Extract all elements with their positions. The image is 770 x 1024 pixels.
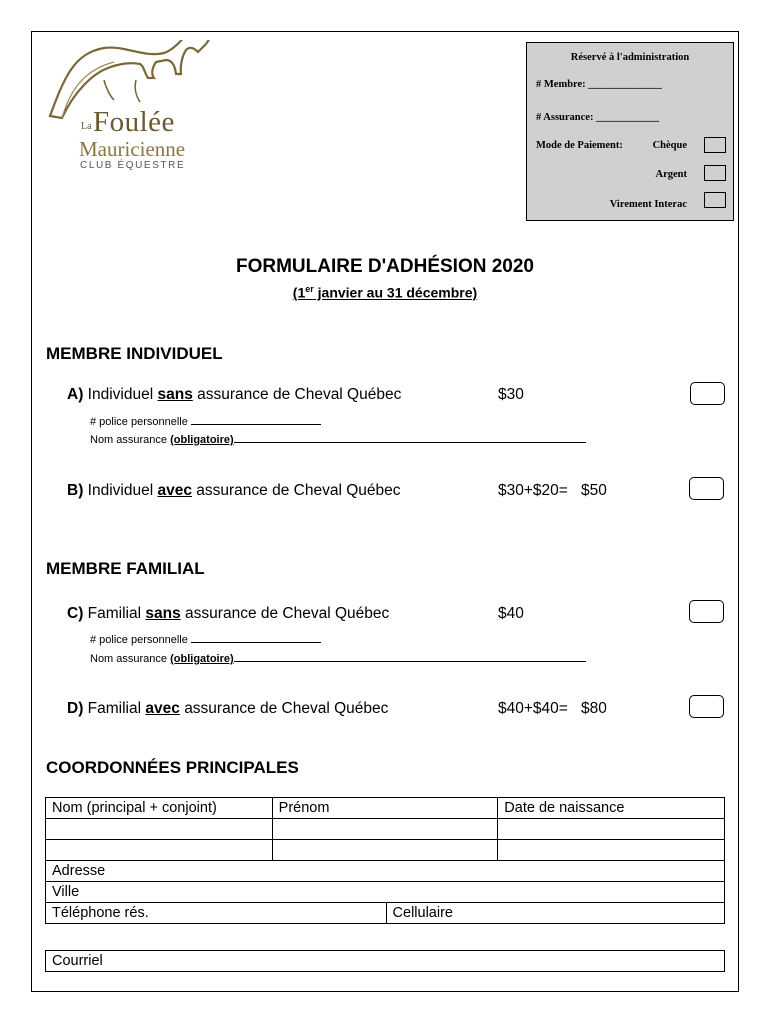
logo-name-text: Foulée <box>93 106 175 138</box>
table-row <box>46 861 725 882</box>
section-membre-individuel: MEMBRE INDIVIDUEL <box>46 344 223 363</box>
admin-membre-field[interactable]: # Membre: ______________ <box>536 79 662 90</box>
adresse-field[interactable]: Adresse <box>46 861 725 882</box>
option-d-total: $80 <box>581 700 607 717</box>
header-prenom-cont <box>386 798 498 819</box>
option-c-checkbox[interactable] <box>689 600 724 623</box>
option-c-letter: C) <box>67 605 84 622</box>
option-d-em: avec <box>145 700 180 717</box>
ville-field[interactable]: Ville <box>46 882 725 903</box>
option-c-pre: Familial <box>87 605 142 622</box>
admin-assurance-field[interactable]: # Assurance: ____________ <box>536 112 660 123</box>
option-d-pre: Familial <box>87 700 142 717</box>
admin-cheque-checkbox[interactable] <box>704 137 726 153</box>
option-c-police-field[interactable] <box>90 632 321 646</box>
option-d-post: assurance de Cheval Québec <box>184 700 389 717</box>
naissance-cell-2[interactable] <box>498 840 725 861</box>
form-title: FORMULAIRE D'ADHÉSION 2020 <box>235 256 534 277</box>
nom-assurance-label-a: Nom assurance <box>90 434 168 446</box>
header-prenom: Prénom <box>272 798 386 819</box>
option-b-checkbox[interactable] <box>689 477 724 500</box>
option-b-letter: B) <box>67 482 84 499</box>
obligatoire-a: (obligatoire) <box>170 434 234 446</box>
option-a-em: sans <box>157 386 193 403</box>
nom-cell-1[interactable] <box>46 819 273 840</box>
coordonnees-table <box>45 797 725 924</box>
option-a-price: $30 <box>498 386 524 403</box>
logo-tagline-text: CLUB ÉQUESTRE <box>80 160 186 171</box>
naissance-cell-1[interactable] <box>498 819 725 840</box>
nom-cell-2[interactable] <box>46 840 273 861</box>
prenom-cell-2[interactable] <box>272 840 498 861</box>
option-b-post: assurance de Cheval Québec <box>196 482 401 499</box>
option-c-em: sans <box>145 605 181 622</box>
option-b-total: $50 <box>581 482 607 499</box>
form-subtitle <box>0 284 770 301</box>
logo-la-text: La <box>81 121 92 132</box>
table-row <box>46 819 725 840</box>
admin-virement-checkbox[interactable] <box>704 192 726 208</box>
cellulaire-field[interactable]: Cellulaire <box>386 903 724 924</box>
table-row <box>46 840 725 861</box>
option-a-letter: A) <box>67 386 84 403</box>
option-d-letter: D) <box>67 700 84 717</box>
option-a-label <box>67 386 401 404</box>
table-row <box>46 903 725 924</box>
section-coordonnees-principales: COORDONNÉES PRINCIPALES <box>46 758 299 777</box>
obligatoire-c: (obligatoire) <box>170 653 234 665</box>
option-a-nom-assurance-field[interactable] <box>90 432 586 446</box>
option-d-checkbox[interactable] <box>689 695 724 718</box>
option-a-police-field[interactable] <box>90 414 321 428</box>
admin-cheque-label: Chèque <box>652 140 687 151</box>
header-naissance: Date de naissance <box>498 798 725 819</box>
option-b-pre: Individuel <box>87 482 154 499</box>
subtitle-sup: er <box>305 284 314 294</box>
option-a-post: assurance de Cheval Québec <box>197 386 402 403</box>
club-logo <box>44 40 224 180</box>
prenom-cell-1[interactable] <box>272 819 498 840</box>
option-b-em: avec <box>157 482 192 499</box>
admin-argent-checkbox[interactable] <box>704 165 726 181</box>
admin-mode-label: Mode de Paiement: <box>536 140 623 151</box>
option-c-post: assurance de Cheval Québec <box>185 605 390 622</box>
subtitle-post: janvier au 31 décembre) <box>313 284 478 301</box>
telephone-field[interactable]: Téléphone rés. <box>46 903 387 924</box>
courriel-field[interactable]: Courriel <box>45 950 725 972</box>
admin-argent-label: Argent <box>655 169 687 180</box>
admin-virement-label: Virement Interac <box>609 199 687 210</box>
admin-reserved-box <box>526 42 734 221</box>
table-header-row <box>46 798 725 819</box>
nom-assurance-label-c: Nom assurance <box>90 653 168 665</box>
option-c-nom-assurance-field[interactable] <box>90 651 586 665</box>
option-d-label <box>67 700 388 718</box>
logo-subname-text: Mauricienne <box>79 137 186 161</box>
header-nom: Nom (principal + conjoint) <box>46 798 273 819</box>
option-b-price: $30+$20= <box>498 482 568 499</box>
police-label-c: # police personnelle <box>90 634 188 646</box>
option-d-price: $40+$40= <box>498 700 568 717</box>
option-b-label <box>67 482 401 500</box>
option-c-label <box>67 605 389 623</box>
table-row <box>46 882 725 903</box>
police-label-a: # police personnelle <box>90 416 188 428</box>
option-a-pre: Individuel <box>87 386 154 403</box>
subtitle-pre: (1 <box>292 284 306 301</box>
admin-title: Réservé à l'administration <box>570 52 690 63</box>
option-a-checkbox[interactable] <box>690 382 725 405</box>
section-membre-familial: MEMBRE FAMILIAL <box>46 559 205 578</box>
option-c-price: $40 <box>498 605 524 622</box>
